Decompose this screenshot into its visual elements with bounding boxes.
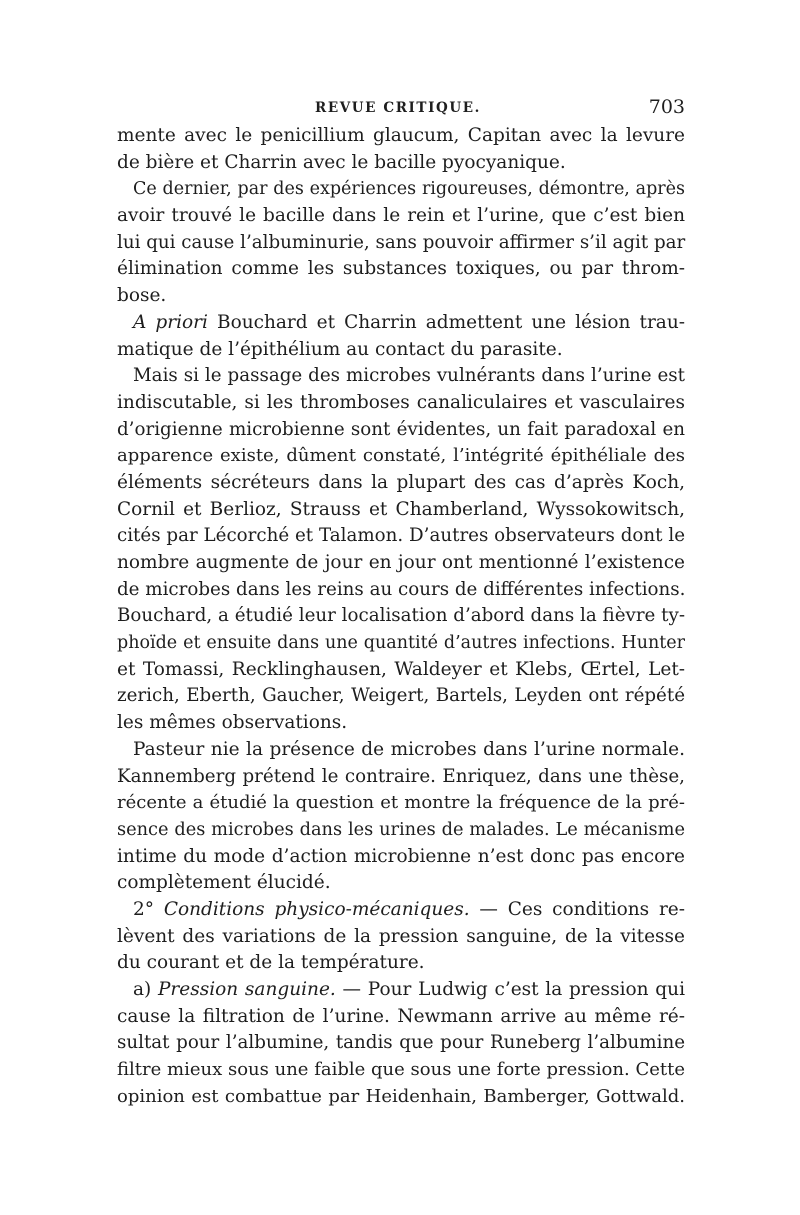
italic-phrase: Pression sanguine. (157, 979, 336, 1000)
line-text: les mêmes observations. (117, 712, 348, 734)
text-line (117, 950, 685, 977)
text-line (117, 577, 685, 604)
text-line (117, 230, 685, 257)
page-header (117, 96, 685, 122)
line-text: filtre mieux sous une faible que sous une forte pression. Cette (117, 1059, 685, 1081)
line-text: d’origienne microbienne sont évidentes, un fait paradoxal en (117, 418, 685, 440)
line-text: phoïde et ensuite dans une quantité d’autres infections. Hunter (117, 633, 685, 654)
line-text: — Pour Ludwig c’est la pression qui (335, 979, 685, 1000)
line-text: élimination comme les substances toxiques, ou par throm- (117, 258, 685, 280)
line-text: lui qui cause l’albuminurie, sans pouvoir affirmer s’il agit par (117, 231, 686, 253)
text-line (117, 1004, 685, 1031)
line-text: du courant et de la température. (117, 952, 425, 974)
line-text: apparence existe, dûment constaté, l’intégrité épithéliale des (117, 445, 685, 467)
line-text: Bouchard et Charrin admettent une lésion trau- (207, 311, 685, 333)
running-head: REVUE CRITIQUE. (315, 100, 481, 116)
text-line (117, 1030, 685, 1057)
line-text: Ce dernier, par des expériences rigoureuses, démontre, après (133, 179, 685, 200)
text-line (117, 176, 685, 203)
text-line (117, 737, 685, 764)
text-line (117, 603, 685, 630)
line-text: récente a étudié la question et montre la fréquence de la pré- (117, 792, 685, 814)
body-text (117, 123, 685, 1110)
line-text: opinion est combattue par Heidenhain, Bamberger, Gottwald. (117, 1085, 685, 1107)
line-prefix: a) (133, 979, 158, 1000)
line-text: de microbes dans les reins au cours de différentes infections. (117, 578, 686, 600)
line-text: indiscutable, si les thromboses canaliculaires et vasculaires (117, 391, 685, 413)
line-text: intime du mode d’action microbienne n’est donc pas encore (117, 845, 685, 867)
line-text: Bouchard, a étudié leur localisation d’abord dans la fièvre ty- (117, 605, 685, 627)
text-line (117, 710, 685, 737)
text-line (117, 817, 685, 844)
text-line (117, 470, 685, 497)
line-text: — Ces conditions re- (469, 898, 685, 920)
text-line (117, 150, 685, 177)
line-text: complètement élucidé. (117, 872, 331, 894)
line-text: Kannemberg prétend le contraire. Enriquez, dans une thèse, (117, 765, 685, 787)
text-line (117, 283, 685, 310)
text-line (117, 337, 685, 364)
text-line (117, 1084, 685, 1111)
text-line (117, 550, 685, 577)
text-line (117, 657, 685, 684)
line-text: et Tomassi, Recklinghausen, Waldeyer et Klebs, Œrtel, Let- (117, 658, 685, 680)
line-text: zerich, Eberth, Gaucher, Weigert, Bartels, Leyden ont répété (117, 685, 685, 707)
line-text: matique de l’épithélium au contact du parasite. (117, 338, 563, 360)
line-text: Cornil et Berlioz, Strauss et Chamberland, Wyssokowitsch, (117, 498, 685, 520)
text-line (117, 683, 685, 710)
line-prefix: 2° (133, 898, 164, 920)
line-text: éléments sécréteurs dans la plupart des cas d’après Koch, (117, 471, 685, 493)
line-text: bose. (117, 285, 167, 307)
text-line (117, 630, 685, 657)
text-line (117, 443, 685, 470)
text-line (117, 310, 685, 337)
text-line (117, 870, 685, 897)
text-line (117, 390, 685, 417)
text-line (117, 790, 685, 817)
line-text: sultat pour l’albumine, tandis que pour Runeberg l’albumine (117, 1032, 685, 1054)
text-line (117, 123, 685, 150)
line-text: nombre augmente de jour en jour ont mentionné l’existence (117, 552, 685, 573)
line-text: cités par Lécorché et Talamon. D’autres observateurs dont le (117, 525, 685, 547)
text-line (117, 203, 685, 230)
italic-phrase: A priori (133, 311, 208, 333)
line-text: Mais si le passage des microbes vulnérants dans l’urine est (133, 365, 685, 387)
italic-phrase: Conditions physico-mécaniques. (163, 898, 470, 920)
line-text: mente avec le penicillium glaucum, Capitan avec la levure (117, 125, 685, 146)
text-line (117, 1057, 685, 1084)
text-line (117, 256, 685, 283)
text-line (117, 897, 685, 924)
line-text: Pasteur nie la présence de microbes dans l’urine normale. (133, 738, 685, 760)
text-line (117, 497, 685, 524)
text-line (117, 924, 685, 951)
text-line (117, 523, 685, 550)
line-text: lèvent des variations de la pression sanguine, de la vitesse (117, 925, 685, 947)
text-line (117, 977, 685, 1004)
line-text: avoir trouvé le bacille dans le rein et l’urine, que c’est bien (117, 205, 685, 227)
text-line (117, 764, 685, 791)
text-line (117, 844, 685, 871)
line-text: cause la filtration de l’urine. Newmann arrive au même ré- (117, 1005, 685, 1027)
line-text: sence des microbes dans les urines de malades. Le mécanisme (117, 819, 685, 840)
line-text: de bière et Charrin avec le bacille pyocyanique. (117, 151, 566, 173)
text-line (117, 363, 685, 390)
page-number: 703 (648, 96, 685, 118)
text-line (117, 417, 685, 444)
